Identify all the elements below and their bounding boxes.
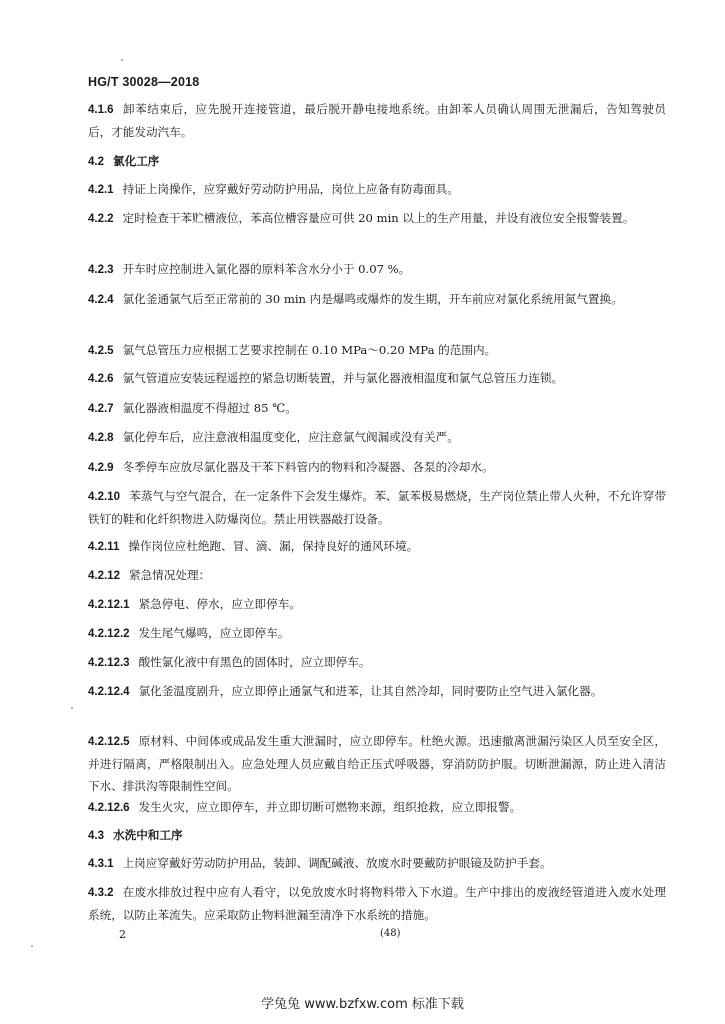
standard-code: HG/T 30028—2018 bbox=[88, 75, 200, 89]
clause-number: 4.2.12.5 bbox=[88, 736, 130, 748]
clause-text: 氯化釜温度剧升，应立即停止通氯气和进苯，让其自然冷却，同时要防止空气进入氯化器。 bbox=[138, 684, 603, 698]
clause-4-2-2 bbox=[88, 207, 666, 230]
section-heading-4-2 bbox=[88, 150, 666, 173]
clause-number: 4.1.6 bbox=[88, 104, 114, 116]
clause-number: 4.2.12.1 bbox=[88, 599, 130, 611]
clause-number: 4.2.12.2 bbox=[88, 628, 130, 640]
clause-text: 酸性氯化液中有黑色的固体时，应立即停车。 bbox=[138, 655, 371, 669]
clause-text: 原材料、中间体或成品发生重大泄漏时，应立即停车。杜绝火源。迅速撤离泄漏污染区人员至安全区，并进行隔离，严格限制出入。应急处理人员应戴自给正压式呼吸器，穿消防防护服。切断泄漏源，防止进入清洁下水、排洪沟等限制性空间。 bbox=[88, 734, 666, 793]
clause-number: 4.2.12.3 bbox=[88, 657, 130, 669]
clause-4-2-12-4 bbox=[88, 680, 666, 703]
clause-number: 4.2.11 bbox=[88, 541, 120, 553]
clause-4-2-6 bbox=[88, 367, 666, 390]
clause-number: 4.2.5 bbox=[88, 345, 114, 357]
clause-number: 4.2.2 bbox=[88, 213, 114, 225]
clause-text: 氯化釜通氯气后至正常前的 30 min 内是爆鸣或爆炸的发生期，开车前应对氯化系统用氮气置换。 bbox=[122, 292, 623, 306]
clause-4-2-12-3 bbox=[88, 651, 666, 674]
clause-4-2-5 bbox=[88, 339, 666, 362]
clause-4-2-4 bbox=[88, 288, 666, 311]
clause-text: 发生尾气爆鸣，应立即停车。 bbox=[138, 626, 290, 640]
clause-text: 氯化停车后，应注意液相温度变化，应注意氯气阀漏或没有关严。 bbox=[122, 430, 459, 444]
clause-4-1-6 bbox=[88, 98, 666, 143]
clause-text: 苯蒸气与空气混合，在一定条件下会发生爆炸。苯、氯苯极易燃烧，生产岗位禁止带人火种，不允许穿带铁钉的鞋和化纤织物进入防爆岗位。禁止用铁器敲打设备。 bbox=[88, 489, 666, 526]
scan-speck bbox=[121, 59, 123, 61]
section-title: 水洗中和工序 bbox=[113, 828, 183, 842]
clause-4-2-12-6 bbox=[88, 796, 666, 819]
clause-text: 紧急停电、停水，应立即停车。 bbox=[138, 597, 301, 611]
clause-4-3-1 bbox=[88, 852, 666, 875]
scan-speck bbox=[31, 945, 33, 947]
watermark-footer: 学兔兔 www.bzfxw.com 标准下载 bbox=[261, 997, 464, 1012]
clause-4-2-3 bbox=[88, 258, 666, 281]
clause-4-2-11 bbox=[88, 535, 666, 558]
clause-number: 4.3.2 bbox=[88, 887, 114, 899]
clause-text: 卸苯结束后，应先脱开连接管道，最后脱开静电接地系统。由卸苯人员确认周围无泄漏后，告知驾驶员后，才能发动汽车。 bbox=[88, 102, 666, 139]
section-number: 4.3 bbox=[88, 830, 104, 842]
scan-speck bbox=[71, 707, 73, 709]
clause-number: 4.2.3 bbox=[88, 264, 114, 276]
clause-number: 4.2.8 bbox=[88, 432, 114, 444]
clause-number: 4.2.12 bbox=[88, 570, 120, 582]
clause-text: 紧急情况处理： bbox=[128, 568, 211, 582]
clause-4-2-12-2 bbox=[88, 622, 666, 645]
clause-text: 开车时应控制进入氯化器的原料苯含水分小于 0.07 %。 bbox=[122, 262, 411, 276]
clause-number: 4.2.9 bbox=[88, 462, 114, 474]
page-number: 2 bbox=[119, 928, 126, 941]
clause-number: 4.2.4 bbox=[88, 294, 114, 306]
clause-number: 4.2.12.4 bbox=[88, 686, 130, 698]
clause-number: 4.3.1 bbox=[88, 858, 114, 870]
clause-text: 发生火灾，应立即停车，并立即切断可燃物来源，组织抢救，应立即报警。 bbox=[138, 800, 522, 814]
section-number: 4.2 bbox=[88, 156, 104, 168]
clause-number: 4.2.10 bbox=[88, 491, 120, 503]
clause-text: 氯气管道应安装远程遥控的紧急切断装置，并与氯化器液相温度和氯气总管压力连锁。 bbox=[122, 371, 564, 385]
clause-4-2-8 bbox=[88, 426, 666, 449]
clause-text: 定时检查干苯贮槽液位，苯高位槽容量应可供 20 min 以上的生产用量，并设有液位安全报警装置。 bbox=[122, 211, 635, 225]
clause-4-2-12-1 bbox=[88, 593, 666, 616]
clause-4-2-12 bbox=[88, 564, 666, 587]
clause-4-3-2 bbox=[88, 881, 666, 926]
clause-text: 冬季停车应放尽氯化器及干苯下料管内的物料和冷凝器、各泵的冷却水。 bbox=[122, 460, 494, 474]
clause-4-2-9 bbox=[88, 456, 666, 479]
clause-text: 氯气总管压力应根据工艺要求控制在 0.10 MPa～0.20 MPa 的范围内。 bbox=[122, 343, 497, 357]
clause-number: 4.2.7 bbox=[88, 403, 114, 415]
clause-4-2-12-5 bbox=[88, 730, 666, 797]
clause-4-2-10 bbox=[88, 485, 666, 530]
clause-text: 氯化器液相温度不得超过 85 ℃。 bbox=[122, 401, 297, 415]
clause-text: 持证上岗操作，应穿戴好劳动防护用品，岗位上应备有防毒面具。 bbox=[122, 182, 459, 196]
clause-4-2-1 bbox=[88, 178, 666, 201]
clause-4-2-7 bbox=[88, 397, 666, 420]
section-title: 氯化工序 bbox=[113, 154, 160, 168]
clause-number: 4.2.1 bbox=[88, 184, 114, 196]
print-page-number: (48) bbox=[380, 928, 401, 939]
clause-number: 4.2.6 bbox=[88, 373, 114, 385]
clause-text: 操作岗位应杜绝跑、冒、滴、漏，保持良好的通风环境。 bbox=[128, 539, 419, 553]
section-heading-4-3 bbox=[88, 824, 666, 847]
clause-text: 在废水排放过程中应有人看守，以免放废水时将物料带入下水道。生产中排出的废液经管道进入废水处理系统，以防止苯流失。应采取防止物料泄漏至清净下水系统的措施。 bbox=[88, 885, 666, 922]
clause-text: 上岗应穿戴好劳动防护用品，装卸、调配碱液、放废水时要戴防护眼镜及防护手套。 bbox=[122, 856, 552, 870]
clause-number: 4.2.12.6 bbox=[88, 802, 130, 814]
